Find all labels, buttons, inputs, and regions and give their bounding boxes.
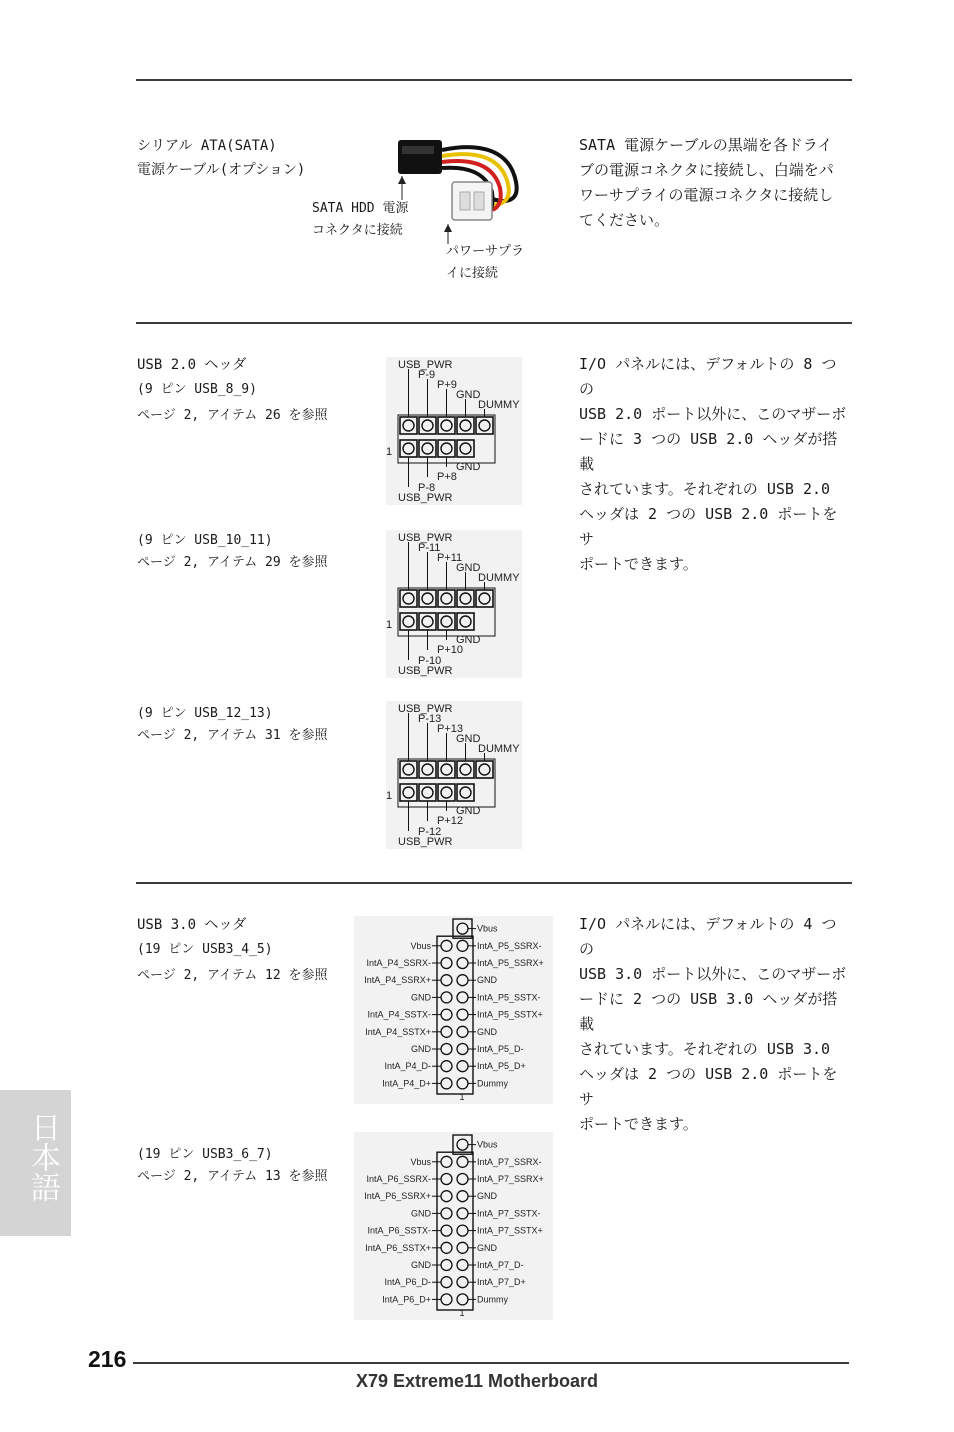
usb3-title: USB 3.0 ヘッダ	[137, 917, 247, 933]
pin-label: GND	[477, 975, 497, 986]
usb3-description-line: されています。それぞれの USB 3.0	[579, 1040, 831, 1058]
pin-label: GND	[456, 389, 481, 401]
usb3-pinout-diagram	[354, 916, 553, 1104]
header-pin	[457, 1078, 468, 1089]
pin-label: GND	[477, 1242, 497, 1253]
pin-label: P-8	[418, 482, 436, 494]
usb3-description-line: USB 3.0 ポート以外に、このマザーボ	[579, 965, 847, 983]
section-divider	[136, 882, 852, 884]
header-pin	[457, 1277, 468, 1288]
pin-one-label: 1	[459, 1308, 465, 1318]
pin-label: P+12	[437, 815, 463, 827]
pin-label: P+8	[437, 471, 457, 483]
pin-label: IntA_P5_D+	[477, 1061, 526, 1072]
pin-label: USB_PWR	[398, 836, 453, 848]
pin-label: USB_PWR	[398, 492, 453, 504]
pin-label: Vbus	[410, 940, 431, 951]
header-pin	[441, 1156, 452, 1167]
pin-label: IntA_P6_SSRX-	[366, 1174, 431, 1184]
usb3-description-line: ヘッダは 2 つの USB 2.0 ポートをサ	[579, 1065, 838, 1108]
usb2-description-line: されています。それぞれの USB 2.0	[579, 480, 831, 498]
pin-label: USB_PWR	[398, 359, 453, 371]
header-pin	[441, 1277, 452, 1288]
header-pin	[457, 1139, 468, 1150]
header-pin	[457, 975, 468, 986]
header-pin	[457, 1061, 468, 1072]
pin-label: Vbus	[477, 1139, 498, 1150]
usb2-header-ref: ページ 2, アイテム 26 を参照	[137, 408, 328, 423]
sata-hdd-callout-line2: コネクタに接続	[312, 223, 403, 238]
header-pin	[441, 1191, 452, 1202]
header-pin	[457, 1260, 468, 1271]
usb3-header-ref: ページ 2, アイテム 13 を参照	[137, 1169, 328, 1184]
pin-label: IntA_P5_SSRX+	[477, 958, 544, 968]
header-pin	[457, 1174, 468, 1185]
molex-connector-shape	[452, 182, 492, 220]
pin-label: DUMMY	[478, 743, 520, 755]
pin-label: GND	[411, 1044, 431, 1054]
pin-label: P+10	[437, 644, 463, 656]
usb2-description	[579, 352, 849, 577]
pin-label: P-12	[418, 826, 442, 838]
sata-title-line2: 電源ケーブル(オプション)	[137, 162, 306, 178]
pin-one-label: 1	[386, 446, 393, 458]
header-pin	[457, 1208, 468, 1219]
pin-label: GND	[456, 634, 481, 646]
header-pin	[441, 958, 452, 969]
page-number: 216	[88, 1346, 127, 1372]
pin-label: USB_PWR	[398, 532, 453, 544]
pin-label: GND	[456, 562, 481, 574]
pin-one-label: 1	[459, 1092, 465, 1102]
language-side-tab-label: 日本語	[25, 1112, 60, 1202]
usb2-description-line: ポートできます。	[579, 555, 698, 573]
sata-title-line1: シリアル ATA(SATA)	[137, 138, 277, 154]
usb3-description	[579, 912, 849, 1137]
header-pin	[441, 1026, 452, 1037]
header-pin	[441, 1225, 452, 1236]
usb2-header-pins: (9 ピン USB_12_13)	[137, 706, 273, 721]
header-pin	[441, 1260, 452, 1271]
pin-label: IntA_P4_D+	[382, 1078, 431, 1089]
sata-description-line: てください。	[579, 211, 670, 229]
pin-label: GND	[411, 1208, 431, 1219]
pin-label: IntA_P4_D-	[384, 1061, 431, 1072]
usb2-pinout-diagram	[386, 701, 522, 849]
usb3-header-pins: (19 ピン USB3_4_5)	[137, 942, 273, 957]
header-pin	[441, 1078, 452, 1089]
pin-label: DUMMY	[478, 399, 520, 411]
sata-description-line: ブの電源コネクタに接続し、白端をパ	[579, 161, 834, 179]
pin-label: P-9	[418, 369, 436, 381]
language-side-tab	[0, 1090, 71, 1236]
sata-hdd-callout-line1: SATA HDD 電源	[312, 201, 409, 216]
pin-label: IntA_P7_SSTX-	[477, 1208, 541, 1219]
header-pin	[457, 1191, 468, 1202]
pin-label: Vbus	[477, 923, 498, 934]
pin-label: IntA_P7_D-	[477, 1260, 524, 1270]
footer-divider	[133, 1362, 849, 1364]
pin-label: P+11	[437, 552, 463, 564]
usb3-description-line: ードに 2 つの USB 3.0 ヘッダが搭載	[579, 990, 838, 1033]
pin-label: IntA_P4_SSTX+	[365, 1026, 431, 1037]
pin-one-label: 1	[386, 619, 393, 631]
pin-label: DUMMY	[478, 572, 520, 584]
pin-label: IntA_P4_SSRX-	[366, 958, 431, 968]
header-pin	[457, 1294, 468, 1305]
header-pin	[441, 1044, 452, 1055]
usb2-description-line: ードに 3 つの USB 2.0 ヘッダが搭載	[579, 430, 838, 473]
usb2-description-line: I/O パネルには、デフォルトの 8 つの	[579, 355, 837, 398]
pin-label: P-10	[418, 655, 442, 667]
header-pin	[457, 1026, 468, 1037]
footer-title: X79 Extreme11 Motherboard	[355, 1371, 599, 1391]
pin-label: GND	[411, 992, 431, 1003]
header-pin	[457, 940, 468, 951]
usb3-description-line: I/O パネルには、デフォルトの 4 つの	[579, 915, 837, 958]
sata-psu-callout-line1: パワーサプラ	[446, 244, 525, 259]
header-pin	[441, 1208, 452, 1219]
pin-label: Dummy	[477, 1294, 508, 1305]
header-pin	[457, 1225, 468, 1236]
header-pin	[441, 992, 452, 1003]
pin-label: GND	[456, 733, 481, 745]
header-pin	[457, 992, 468, 1003]
pin-label: IntA_P6_SSRX+	[364, 1191, 431, 1202]
pin-label: IntA_P5_D-	[477, 1044, 524, 1054]
pin-label: IntA_P7_SSRX+	[477, 1174, 544, 1184]
header-pin	[441, 1061, 452, 1072]
header-pin	[457, 1009, 468, 1020]
pin-label: IntA_P5_SSTX-	[477, 992, 541, 1003]
top-divider	[136, 79, 852, 81]
usb2-title: USB 2.0 ヘッダ	[137, 357, 247, 373]
usb3-header-pins: (19 ピン USB3_6_7)	[137, 1147, 273, 1162]
pin-label: GND	[456, 461, 481, 473]
pin-label: USB_PWR	[398, 703, 453, 715]
pin-label: P-11	[418, 542, 441, 554]
usb2-header-ref: ページ 2, アイテム 29 を参照	[137, 555, 328, 570]
pin-label: IntA_P7_SSTX+	[477, 1225, 543, 1236]
header-pin	[457, 923, 468, 934]
header-pin	[457, 958, 468, 969]
pin-label: GND	[477, 1026, 497, 1037]
pin-label: P+13	[437, 723, 463, 735]
pin-label: Vbus	[410, 1156, 431, 1167]
sata-description	[579, 133, 849, 233]
header-pin	[441, 940, 452, 951]
usb3-description-line: ポートできます。	[579, 1115, 698, 1133]
usb2-description-line: ヘッダは 2 つの USB 2.0 ポートをサ	[579, 505, 838, 548]
sata-psu-callout-line2: イに接続	[446, 266, 499, 281]
pin-label: IntA_P6_D+	[382, 1294, 431, 1305]
pin-label: IntA_P5_SSTX+	[477, 1009, 543, 1020]
pin-label: IntA_P7_SSRX-	[477, 1156, 542, 1167]
header-pin	[457, 1156, 468, 1167]
pin-label: USB_PWR	[398, 665, 453, 677]
header-pin	[441, 975, 452, 986]
usb2-pinout-diagram	[386, 357, 522, 505]
header-pin	[441, 1294, 452, 1305]
sata-description-line: SATA 電源ケーブルの黒端を各ドライ	[579, 136, 833, 154]
header-pin	[441, 1174, 452, 1185]
pin-label: IntA_P6_SSTX-	[367, 1225, 431, 1236]
pin-label: Dummy	[477, 1078, 508, 1089]
pin-label: P-13	[418, 713, 442, 725]
pin-label: IntA_P4_SSRX+	[364, 975, 431, 986]
pin-one-label: 1	[386, 790, 393, 802]
section-divider	[136, 322, 852, 324]
usb2-header-ref: ページ 2, アイテム 31 を参照	[137, 728, 328, 743]
pin-label: IntA_P7_D+	[477, 1277, 526, 1288]
pin-label: GND	[411, 1260, 431, 1270]
header-pin	[457, 1044, 468, 1055]
header-pin	[441, 1242, 452, 1253]
usb3-header-ref: ページ 2, アイテム 12 を参照	[137, 968, 328, 983]
usb2-header-pins: (9 ピン USB_8_9)	[137, 382, 257, 397]
pin-label: P+9	[437, 379, 457, 391]
pin-label: IntA_P6_SSTX+	[365, 1242, 431, 1253]
usb2-description-line: USB 2.0 ポート以外に、このマザーボ	[579, 405, 847, 423]
pin-label: GND	[456, 805, 481, 817]
header-pin	[457, 1242, 468, 1253]
pin-label: GND	[477, 1191, 497, 1202]
header-pin	[441, 1009, 452, 1020]
usb3-pinout-diagram	[354, 1132, 553, 1320]
pin-label: IntA_P4_SSTX-	[367, 1009, 431, 1020]
sata-description-line: ワーサプライの電源コネクタに接続し	[579, 186, 834, 204]
usb2-header-pins: (9 ピン USB_10_11)	[137, 533, 273, 548]
sata-connector-shape	[398, 140, 442, 174]
usb2-pinout-diagram	[386, 530, 522, 678]
pin-label: IntA_P5_SSRX-	[477, 940, 542, 951]
pin-label: IntA_P6_D-	[384, 1277, 431, 1288]
